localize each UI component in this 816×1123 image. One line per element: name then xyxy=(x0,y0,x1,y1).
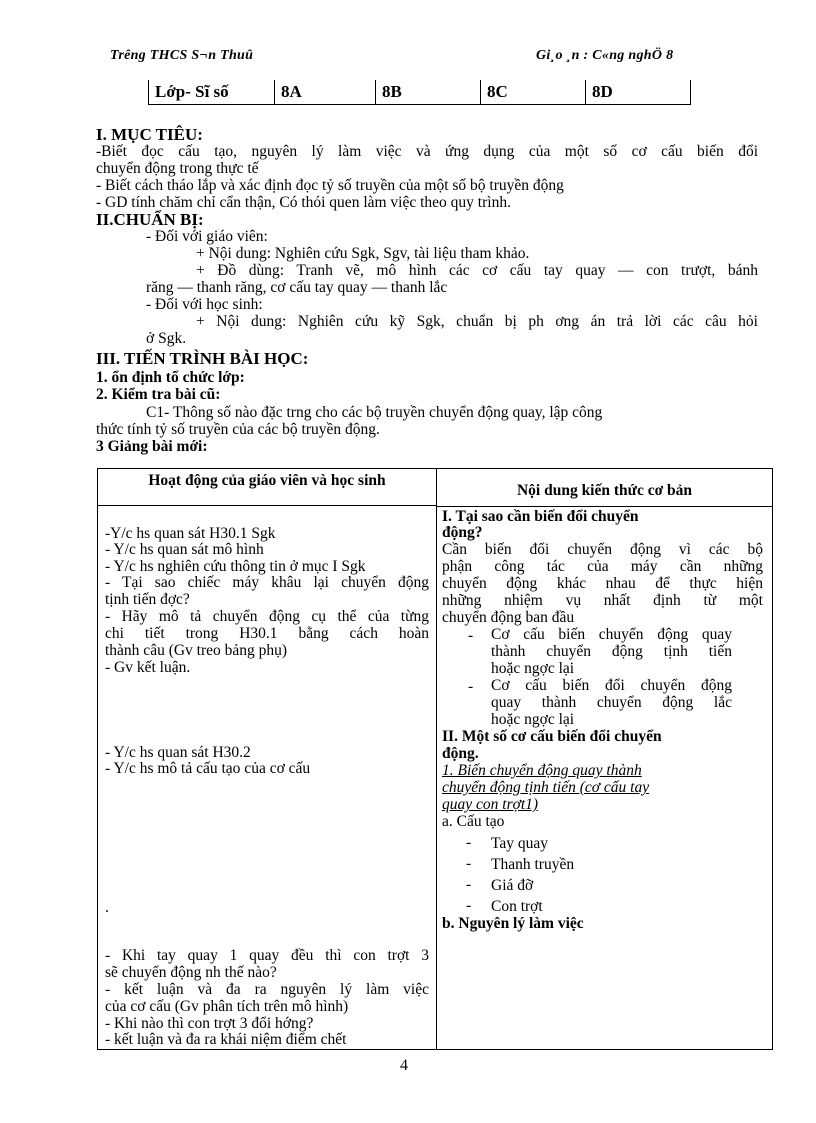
content-heading: động? xyxy=(442,524,483,541)
part-item: Tay quay xyxy=(491,835,549,852)
section-chuan-bi-title: II.CHUẨN BỊ: xyxy=(96,210,204,229)
teacher-activity: của cơ cấu (Gv phân tích trên mô hình) xyxy=(105,998,349,1015)
content-text: a. Cấu tạo xyxy=(442,813,505,830)
teacher-activity: -Y/c hs quan sát H30.1 Sgk xyxy=(105,525,276,542)
content-heading: động. xyxy=(442,745,479,762)
class-8a: 8A xyxy=(275,80,376,105)
teacher-activity: - Hãy mô tả chuyển động cụ thể của từng xyxy=(105,608,429,625)
header-school: Trêng THCS S¬n Thuû xyxy=(110,48,254,63)
teacher-activity: sẽ chuyển động nh thế nào? xyxy=(105,964,277,981)
content-bullet: hoặc ngợc lại xyxy=(491,660,575,677)
teacher-activity: - Gv kết luận. xyxy=(105,659,191,676)
muc-tieu-line: chuyển động trong thực tế xyxy=(96,160,259,177)
content-bullet: Cơ cấu biến đổi chuyển động xyxy=(491,677,732,694)
class-table xyxy=(148,80,691,105)
teacher-activity: - Y/c hs mô tả cấu tạo của cơ cấu xyxy=(105,760,311,777)
content-text: chuyển động ban đầu xyxy=(442,609,575,626)
gv-title: - Đối với giáo viên: xyxy=(146,228,268,245)
content-text: những nhiệm vụ nhất định từ một xyxy=(442,592,763,609)
bullet-dash: - xyxy=(466,897,472,914)
content-subheading: 1. Biến chuyển động quay thành xyxy=(442,762,642,779)
lesson-table xyxy=(97,468,773,1050)
table-header-right: Nội dung kiến thức cơ bản xyxy=(516,482,693,499)
hs-noi-dung: ở Sgk. xyxy=(146,330,187,347)
bullet-dash: - xyxy=(466,876,472,893)
giang-bai: 3 Giảng bài mới: xyxy=(96,438,208,455)
part-item: Giá đỡ xyxy=(491,877,534,894)
page-number: 4 xyxy=(400,1057,408,1074)
bullet-dash: - xyxy=(468,678,474,695)
teacher-activity: - Y/c hs nghiên cứu thông tin ở mục I Sgk xyxy=(105,558,366,575)
teacher-activity: - Khi nào thì con trợt 3 đổi hớng? xyxy=(105,1015,314,1032)
class-8c: 8C xyxy=(481,80,586,105)
teacher-activity: - Y/c hs quan sát mô hình xyxy=(105,541,264,558)
question-c1: thức tính tỷ số truyền của các bộ truyền động. xyxy=(96,421,380,438)
muc-tieu-line: - GD tính chăm chỉ cẩn thận, Có thói quen làm việc theo quy trình. xyxy=(96,194,511,211)
bullet-dash: - xyxy=(468,627,474,644)
content-text: Cần biến đổi chuyển động vì các bộ xyxy=(442,541,763,558)
content-heading: I. Tại sao cần biến đổi chuyển xyxy=(442,508,639,525)
bullet-dash: - xyxy=(466,834,472,851)
gv-noi-dung: + Nội dung: Nghiên cứu Sgk, Sgv, tài liệu tham khảo. xyxy=(196,245,530,262)
class-8b: 8B xyxy=(376,80,481,105)
on-dinh: 1. ổn định tổ chức lớp: xyxy=(96,369,245,386)
kiem-tra: 2. Kiểm tra bài cũ: xyxy=(96,386,221,403)
teacher-activity: - Tại sao chiếc máy khâu lại chuyển động xyxy=(105,574,429,591)
teacher-activity: - kết luận và đa ra khái niệm điểm chết xyxy=(105,1031,347,1048)
bullet-dash: - xyxy=(466,855,472,872)
part-item: Thanh truyền xyxy=(491,856,575,873)
teacher-activity: - kết luận và đa ra nguyên lý làm việc xyxy=(105,981,429,998)
content-heading: II. Một số cơ cấu biến đổi chuyển xyxy=(442,728,662,745)
hs-title: - Đối với học sinh: xyxy=(146,296,263,313)
content-heading: b. Nguyên lý làm việc xyxy=(442,915,584,932)
section-muc-tieu-title: I. MỤC TIÊU: xyxy=(96,125,203,144)
part-item: Con trợt xyxy=(491,898,543,915)
content-bullet: thành chuyển động tịnh tiến xyxy=(491,643,732,660)
hs-noi-dung: + Nội dung: Nghiên cứu kỹ Sgk, chuẩn bị ph ơng án trả lời các câu hỏi xyxy=(196,313,758,330)
teacher-activity: . xyxy=(105,899,109,916)
content-subheading: quay con trợt1) xyxy=(442,796,539,813)
table-header-left: Hoạt động của giáo viên và học sinh xyxy=(148,472,386,489)
class-8d: 8D xyxy=(586,80,691,105)
section-tien-trinh-title: III. TIẾN TRÌNH BÀI HỌC: xyxy=(96,349,309,368)
content-bullet: hoặc ngợc lại xyxy=(491,711,575,728)
gv-do-dung: + Đồ dùng: Tranh vẽ, mô hình các cơ cấu tay quay — con trượt, bánh xyxy=(196,262,758,279)
teacher-activity: tịnh tiến đợc? xyxy=(105,591,190,608)
content-bullet: Cơ cấu biến chuyển động quay xyxy=(491,626,732,643)
teacher-activity: thành câu (Gv treo bảng phụ) xyxy=(105,642,288,659)
content-text: chuyển động khác nhau để thực hiện xyxy=(442,575,763,592)
class-size-label: Lớp- Sĩ số xyxy=(149,80,275,105)
teacher-activity: chi tiết trong H30.1 bằng cách hoàn xyxy=(105,625,429,642)
muc-tieu-line: - Biết cách tháo lắp và xác định đọc tỷ số truyền của một số bộ truyền động xyxy=(96,177,564,194)
content-text: phận công tác của máy cần những xyxy=(442,558,763,575)
header-subject: Gi¸o ¸n : C«ng nghÖ 8 xyxy=(536,48,674,63)
teacher-activity: - Y/c hs quan sát H30.2 xyxy=(105,744,251,761)
muc-tieu-line: -Biết đọc cấu tạo, nguyên lý làm việc và ứng dụng của một số cơ cấu biến đổi xyxy=(96,143,758,160)
gv-do-dung: răng — thanh răng, cơ cấu tay quay — thanh lắc xyxy=(146,279,448,296)
content-subheading: chuyển động tịnh tiến (cơ cấu tay xyxy=(442,779,650,796)
content-bullet: quay thành chuyển động lắc xyxy=(491,694,732,711)
question-c1: C1- Thông số nào đặc trng cho các bộ truyền chuyển động quay, lập công xyxy=(146,404,603,421)
teacher-activity: - Khi tay quay 1 quay đều thì con trợt 3 xyxy=(105,947,429,964)
